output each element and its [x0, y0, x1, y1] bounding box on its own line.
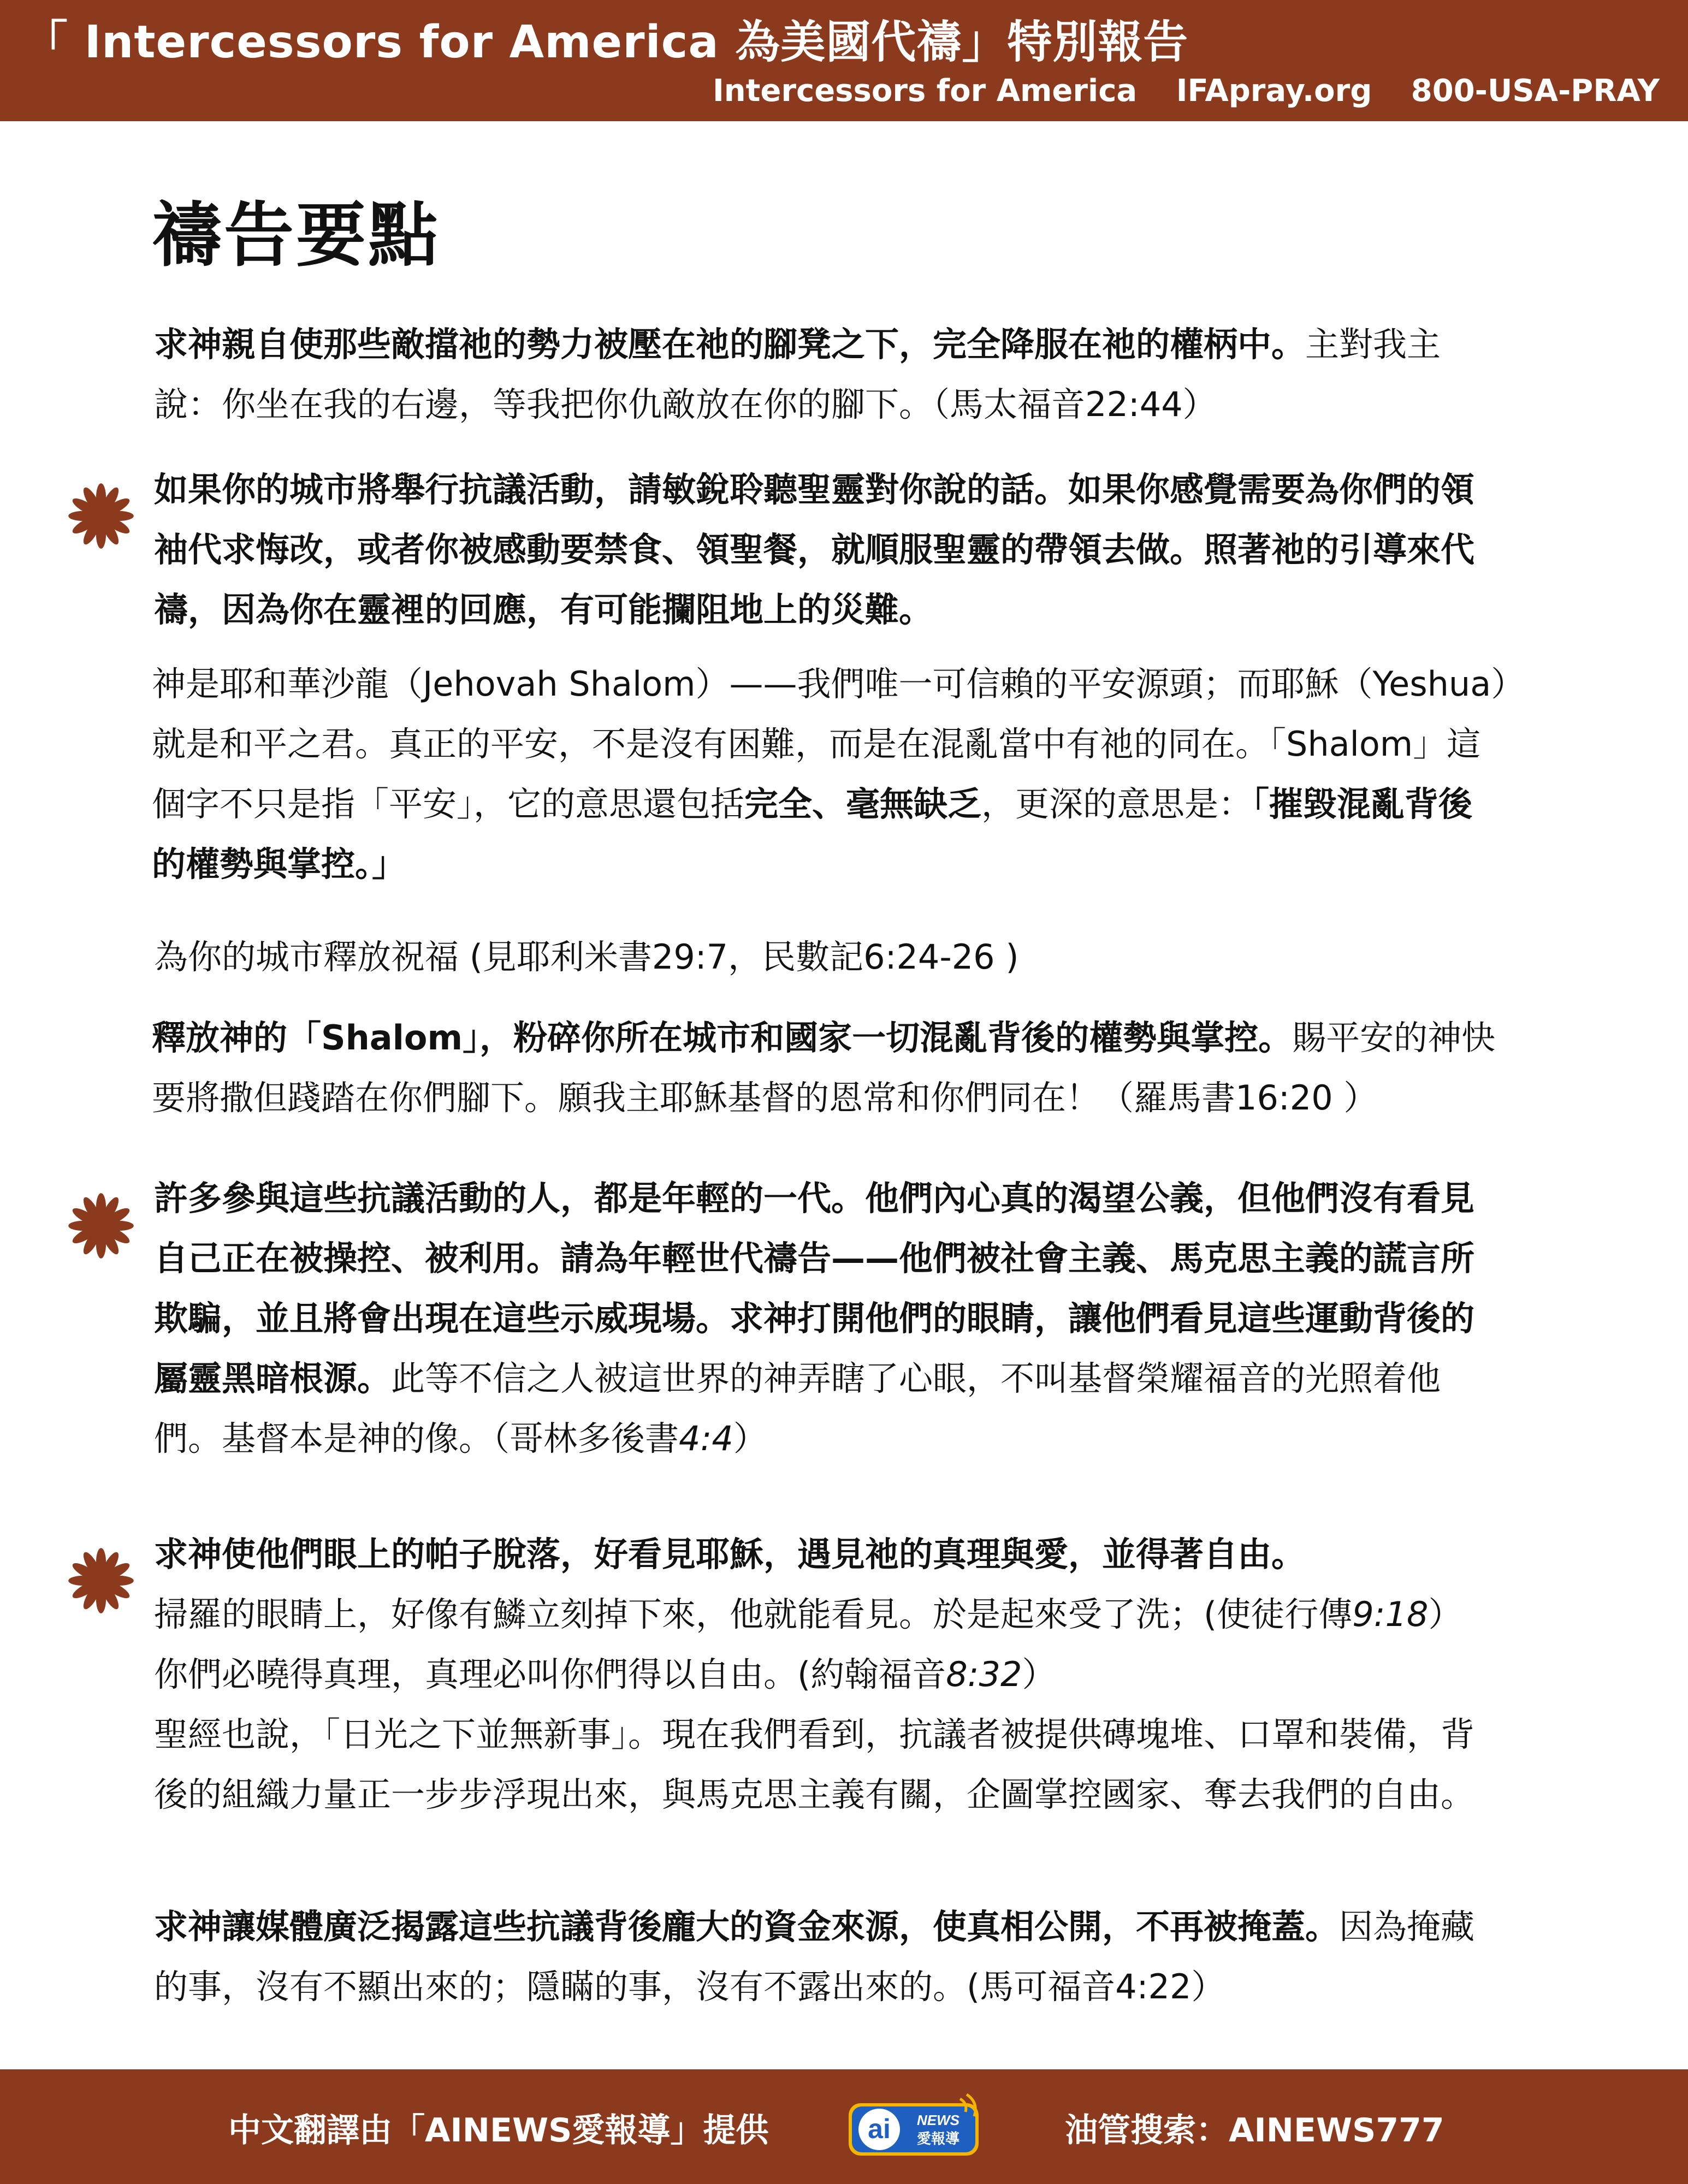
- prayer-point-1: [154, 314, 1585, 435]
- youtube-search-hint: 油管搜索：AINEWS777: [1065, 2111, 1444, 2150]
- svg-text:ai: ai: [868, 2114, 891, 2144]
- translation-credit: 中文翻譯由「AINEWS愛報導」提供: [228, 2111, 769, 2150]
- prayer-point-1-text: 主對我主: [1305, 324, 1441, 364]
- footer-banner: [0, 2069, 1688, 2184]
- prayer-point-veil: 求神使他們眼上的帕子脫落，好看見耶穌，遇見祂的真理與愛，並得著自由。 掃羅的眼睛上，好像有鱗立刻掉下來，他就能看見。於是起來受了洗；(使徒行傳9:18） 你們必曉得真理，真理必叫你們得以自由。(約翰福音8:32） 聖經也說，「日光之下並無新事」。現在我們看到，抗議者被提供磚塊堆、口罩和裝備，背 後的組織力量正一步步浮現出來，與馬克思主義有關，企圖掌控國家、奪去我們的自由。: [154, 1534, 1475, 1814]
- prayer-point-2: 如果你的城市將舉行抗議活動，請敏銳聆聽聖靈對你說的話。如果你感覺需要為你們的領 袖代求悔改，或者你被感動要禁食、領聖餐，就順服聖靈的帶領去做。照著祂的引導來代 禱，因為你在靈裡的回應，有可能攔阻地上的災難。: [154, 470, 1475, 630]
- prayer-point-1-bold: 求神親自使那些敵擋祂的勢力被壓在祂的腳凳之下，完全降服在祂的權柄中。: [154, 324, 1306, 364]
- header-banner: [0, 0, 1688, 121]
- blessing-subheading: 為你的城市釋放祝福 (見耶利米書29:7，民數記6:24-26 ): [154, 937, 1019, 977]
- asterisk-bullet-icon: [66, 1190, 137, 1261]
- report-title: 「 Intercessors for America 為美國代禱」特別報告: [23, 16, 1189, 68]
- page-title: 禱告要點: [152, 195, 441, 276]
- ainews-logo-icon[interactable]: [845, 2091, 982, 2162]
- asterisk-bullet-icon: [66, 1545, 137, 1616]
- prayer-point-1-line: 說：你坐在我的右邊，等我把你仇敵放在你的腳下。（馬太福音22:44）: [154, 384, 1217, 424]
- site-link[interactable]: IFApray.org: [1176, 73, 1372, 109]
- prayer-point-media: 求神讓媒體廣泛揭露這些抗議背後龐大的資金來源，使真相公開，不再被掩蓋。因為掩藏 的事，沒有不顯出來的；隱瞞的事，沒有不露出來的。(馬可福音4:22）: [154, 1907, 1475, 2007]
- svg-text:愛報導: 愛報導: [916, 2131, 960, 2147]
- svg-text:NEWS: NEWS: [917, 2112, 960, 2128]
- org-name: Intercessors for America: [712, 73, 1138, 109]
- prayer-point-shalom: 釋放神的「Shalom」，粉碎你所在城市和國家一切混亂背後的權勢與掌控。賜平安的神快 要將撒但踐踏在你們腳下。願我主耶穌基督的恩常和你們同在！（羅馬書16:20 ）: [152, 1018, 1496, 1118]
- phone-number[interactable]: 800-USA-PRAY: [1411, 73, 1660, 109]
- prayer-point-youth: 許多參與這些抗議活動的人，都是年輕的一代。他們內心真的渴望公義，但他們沒有看見 自己正在被操控、被利用。請為年輕世代禱告——他們被社會主義、馬克思主義的謊言所 欺騙，並且將會出現在這些示威現場。求神打開他們的眼睛，讓他們看見這些運動背後的 屬靈黑暗根源。此等不信之人被這世界的神弄瞎了心眼，不叫基督榮耀福音的光照着他 們。基督本是神的像。（哥林多後書4:4）: [154, 1178, 1475, 1458]
- asterisk-bullet-icon: [66, 480, 137, 551]
- header-contact: [684, 73, 1660, 109]
- shalom-paragraph: 神是耶和華沙龍（Jehovah Shalom）——我們唯一可信賴的平安源頭；而耶穌（Yeshua） 就是和平之君。真正的平安，不是沒有困難，而是在混亂當中有祂的同在。「Shalom」這 個字不只是指「平安」，它的意思還包括完全、毫無缺乏，更深的意思是：「摧毀混亂背後 的權勢與掌控。」: [152, 664, 1525, 884]
